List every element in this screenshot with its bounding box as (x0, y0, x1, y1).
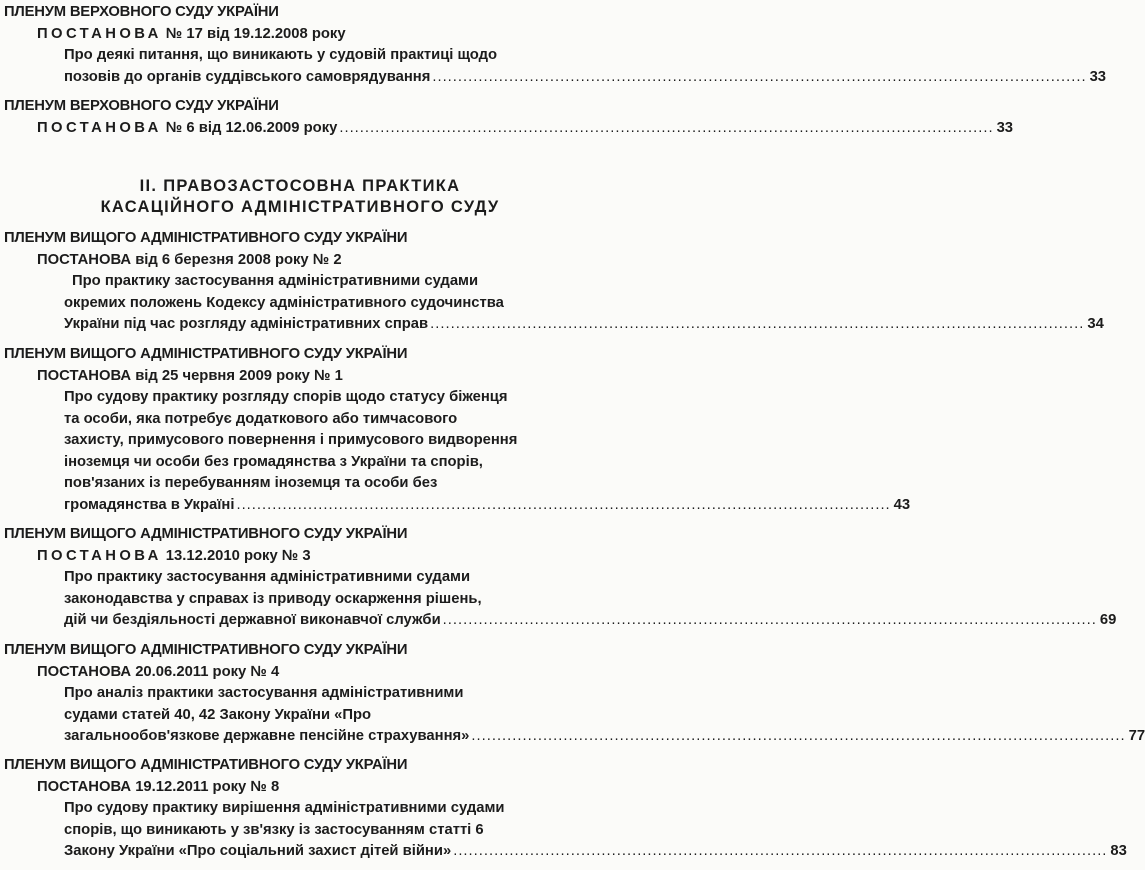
leader-dots: ................................................................................................................................ (236, 496, 891, 513)
leader-dots: ................................................................................................................................ (339, 119, 994, 136)
description-line: іноземця чи особи без громадянства з України та спорів, (64, 453, 483, 470)
page-number: 83 (1110, 843, 1127, 859)
description-line: спорів, що виникають у зв'язку із застосуванням статті 6 (64, 821, 484, 838)
toc-entry-resolution-2 (0, 228, 1104, 336)
resolution-line: ПОСТАНОВА від 25 червня 2009 року № 1 (37, 367, 343, 384)
toc-entry-supreme-court-6 (0, 96, 1014, 139)
resolution-line (0, 24, 600, 46)
description-line: України під час розгляду адміністративних справ (64, 316, 429, 332)
plenum-heading: ПЛЕНУМ ВИЩОГО АДМІНІСТРАТИВНОГО СУДУ УКРАЇНИ (4, 230, 408, 246)
toc-entry-supreme-court-17 (0, 2, 1107, 88)
leader-dots: ................................................................................................................................ (471, 728, 1126, 744)
description-line: Про судову практику розгляду спорів щодо статусу біженця (64, 389, 508, 405)
description-line: захисту, примусового повернення і примусового видворення (64, 432, 518, 448)
description-line: Про аналіз практики застосування адміністративними (64, 685, 464, 701)
plenum-heading: ПЛЕНУМ ВИЩОГО АДМІНІСТРАТИВНОГО СУДУ УКРАЇНИ (4, 526, 408, 542)
section-title-line-2: КАСАЦІЙНОГО АДМІНІСТРАТИВНОГО СУДУ (100, 198, 500, 216)
resolution-details: № 17 від 19.12.2008 року (161, 25, 346, 42)
description-line: судами статей 40, 42 Закону України «Про (64, 706, 372, 723)
description-line: законодавства у справах із приводу оскарження рішень, (64, 590, 482, 607)
description-line: дій чи бездіяльності державної виконавчої служби (64, 612, 441, 628)
resolution-line: ПОСТАНОВА від 6 березня 2008 року № 2 (37, 251, 342, 268)
page-number: 33 (1089, 68, 1107, 85)
description-line: Про деякі питання, що виникають у судовій практиці щодо (64, 47, 498, 63)
leader-dots: ................................................................................................................................ (453, 843, 1108, 859)
resolution-line: ПОСТАНОВА 19.12.2011 року № 8 (37, 778, 280, 795)
description-leader-line (0, 314, 1104, 336)
page-number: 33 (996, 119, 1014, 136)
description-leader-line (0, 841, 1127, 863)
description-line: позовів до органів суддівського самоврядування (64, 68, 431, 85)
description-line: окремих положень Кодексу адміністративного судочинства (64, 294, 504, 311)
resolution-word: ПОСТАНОВА (37, 119, 162, 136)
description-leader-line (0, 67, 1107, 89)
description-leader-line (0, 726, 1145, 748)
page-number: 34 (1087, 316, 1104, 332)
section-title (0, 176, 600, 218)
description-line: загальнообов'язкове державне пенсійне страхування» (64, 728, 470, 744)
resolution-line (37, 118, 337, 140)
toc-entry-resolution-3 (0, 524, 1117, 632)
plenum-heading: ПЛЕНУМ ВИЩОГО АДМІНІСТРАТИВНОГО СУДУ УКРАЇНИ (4, 346, 408, 362)
resolution-details: 13.12.2010 року № 3 (161, 547, 311, 564)
resolution-details: № 6 від 12.06.2009 року (161, 119, 338, 136)
description-line: Про судову практику вирішення адміністративними судами (64, 800, 505, 816)
toc-entry-resolution-4 (0, 640, 1145, 748)
plenum-heading: ПЛЕНУМ ВИЩОГО АДМІНІСТРАТИВНОГО СУДУ УКРАЇНИ (4, 642, 408, 658)
plenum-heading: ПЛЕНУМ ВЕРХОВНОГО СУДУ УКРАЇНИ (4, 4, 279, 20)
resolution-line: ПОСТАНОВА 20.06.2011 року № 4 (37, 663, 280, 680)
description-line: громадянства в Україні (64, 496, 235, 513)
leader-dots: ................................................................................................................................ (432, 68, 1087, 85)
resolution-line (0, 546, 600, 568)
description-line: Закону України «Про соціальний захист дітей війни» (64, 843, 452, 859)
toc-entry-resolution-1 (0, 344, 911, 516)
description-line: пов'язаних із перебуванням іноземця та особи без (64, 475, 438, 491)
resolution-word: ПОСТАНОВА (37, 547, 162, 564)
description-leader-line (0, 495, 911, 517)
page-number: 77 (1128, 728, 1145, 744)
description-line: Про практику застосування адміністративними судами (64, 569, 471, 585)
section-title-line-1: ІІ. ПРАВОЗАСТОСОВНА ПРАКТИКА (139, 177, 461, 195)
resolution-leader-line (0, 118, 1014, 140)
toc-entry-resolution-8 (0, 755, 1127, 863)
plenum-heading: ПЛЕНУМ ВЕРХОВНОГО СУДУ УКРАЇНИ (4, 98, 279, 114)
leader-dots: ................................................................................................................................ (442, 612, 1097, 628)
description-line: та особи, яка потребує додаткового або тимчасового (64, 410, 458, 427)
page-number: 69 (1099, 612, 1117, 628)
description-line: Про практику застосування адміністративними судами (72, 273, 479, 289)
description-leader-line (0, 610, 1117, 632)
plenum-heading: ПЛЕНУМ ВИЩОГО АДМІНІСТРАТИВНОГО СУДУ УКРАЇНИ (4, 757, 408, 773)
leader-dots: ................................................................................................................................ (430, 316, 1085, 332)
resolution-word: ПОСТАНОВА (37, 25, 162, 42)
page-number: 43 (893, 496, 911, 513)
